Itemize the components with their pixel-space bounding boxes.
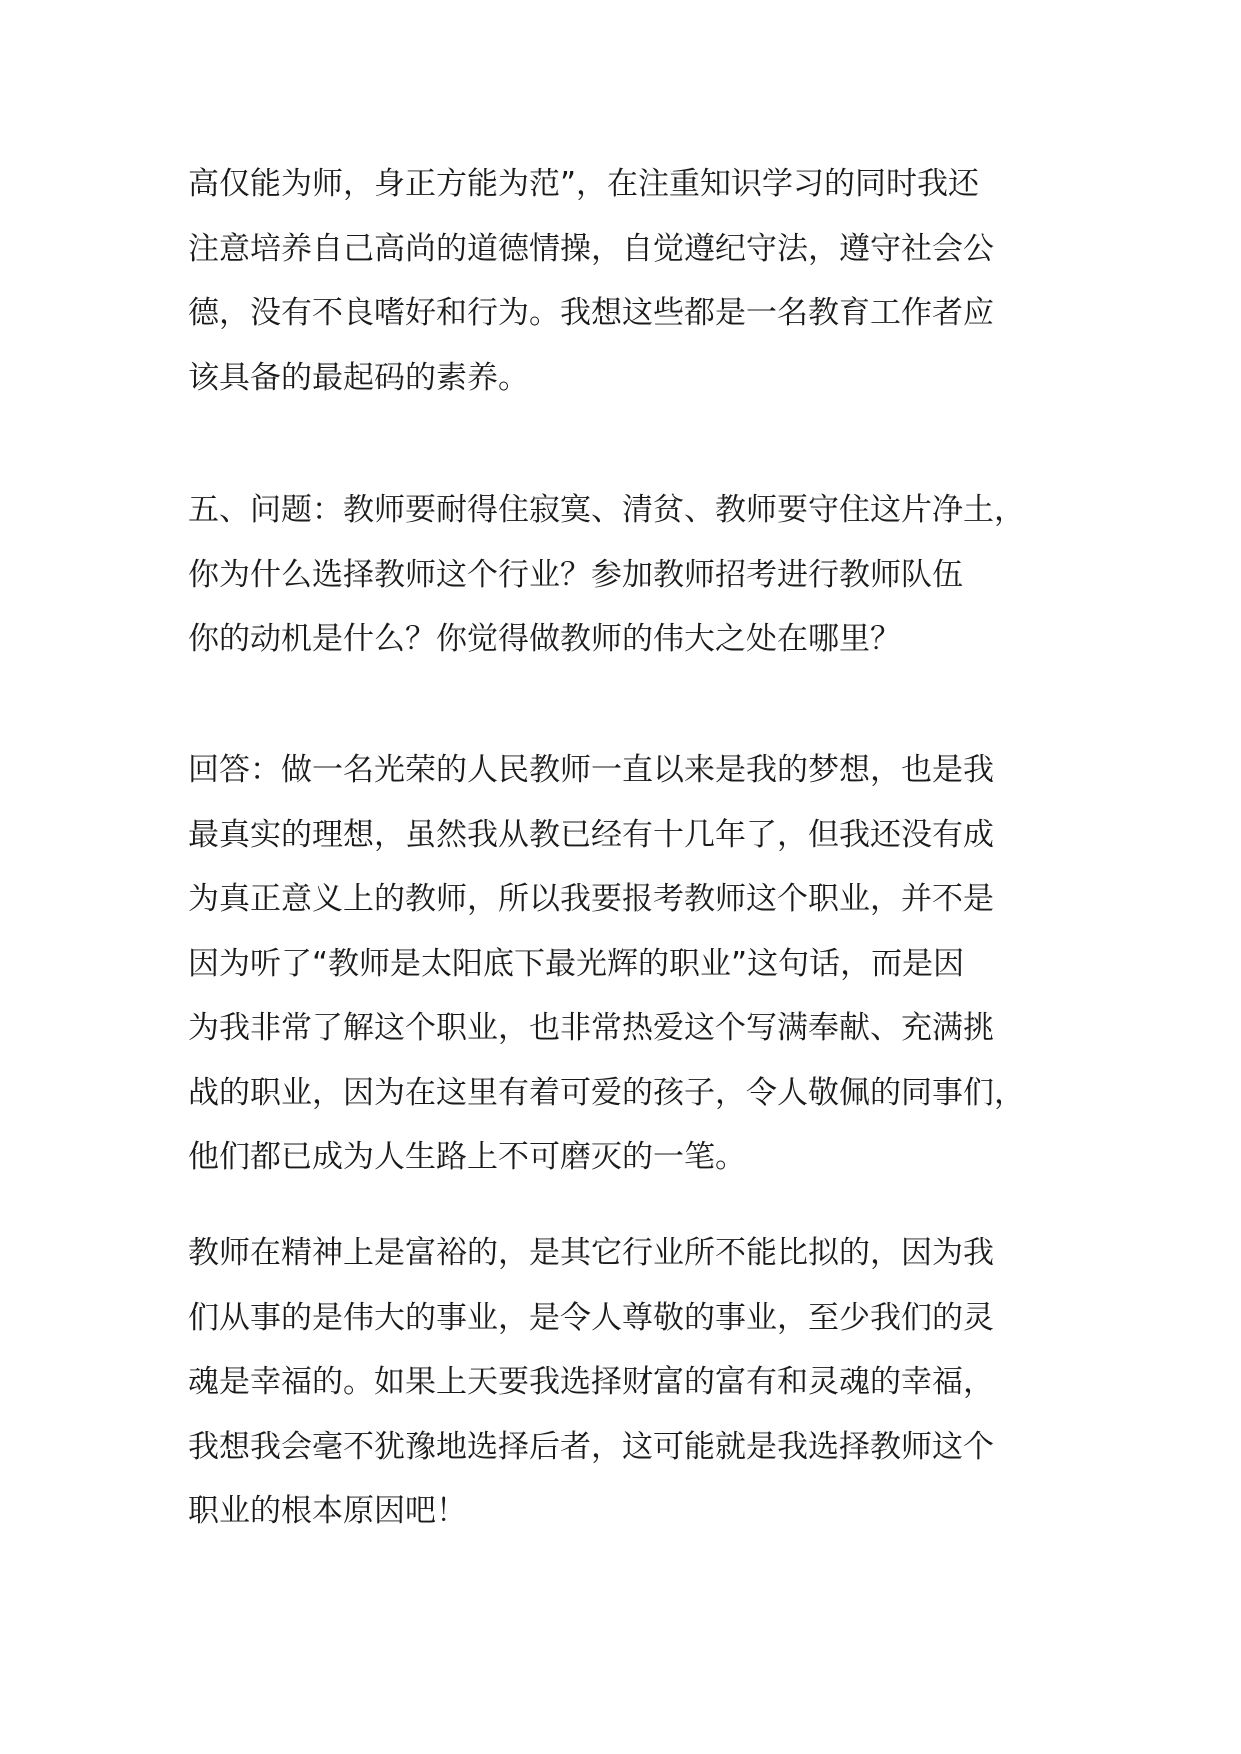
- text-line: 我想我会毫不犹豫地选择后者，这可能就是我选择教师这个: [188, 1428, 994, 1465]
- paragraph-answer: [188, 738, 1068, 1190]
- text-line: 为真正意义上的教师，所以我要报考教师这个职业，并不是: [188, 881, 994, 917]
- text-line: 高仅能为师，身正方能为范”，在注重知识学习的同时我还: [188, 166, 980, 202]
- text-line: 职业的根本原因吧！: [188, 1493, 467, 1529]
- text-line: 你的动机是什么？你觉得做教师的伟大之处在哪里？: [188, 621, 901, 657]
- paragraph-question-five: [188, 478, 1068, 672]
- text-line: 回答：做一名光荣的人民教师一直以来是我的梦想，也是我: [188, 752, 994, 788]
- text-line: 德，没有不良嗜好和行为。我想这些都是一名教育工作者应: [188, 295, 994, 331]
- text-line: 因为听了“教师是太阳底下最光辉的职业”这句话，而是因: [188, 945, 965, 982]
- text-line: 他们都已成为人生路上不可磨灭的一笔。: [188, 1139, 746, 1175]
- text-line: 教师在精神上是富裕的，是其它行业所不能比拟的，因为我: [188, 1235, 994, 1271]
- text-line: 战的职业，因为在这里有着可爱的孩子，令人敬佩的同事们，: [188, 1074, 1025, 1111]
- text-line: 为我非常了解这个职业，也非常热爱这个写满奉献、充满挑: [188, 1010, 994, 1046]
- paragraph-spiritual-wealth: [188, 1221, 1068, 1544]
- text-line: 你为什么选择教师这个行业？参加教师招考进行教师队伍: [188, 556, 963, 593]
- paragraph-teacher-ethics: [188, 152, 1068, 410]
- text-line: 注意培养自己高尚的道德情操，自觉遵纪守法，遵守社会公: [188, 230, 994, 267]
- text-line: 魂是幸福的。如果上天要我选择财富的富有和灵魂的幸福，: [188, 1364, 994, 1400]
- text-line: 该具备的最起码的素养。: [188, 359, 529, 396]
- text-line: 五、问题：教师要耐得住寂寞、清贫、教师要守住这片净土，: [188, 492, 1025, 528]
- text-line: 们从事的是伟大的事业，是令人尊敬的事业，至少我们的灵: [188, 1299, 994, 1336]
- text-line: 最真实的理想，虽然我从教已经有十几年了，但我还没有成: [188, 816, 994, 853]
